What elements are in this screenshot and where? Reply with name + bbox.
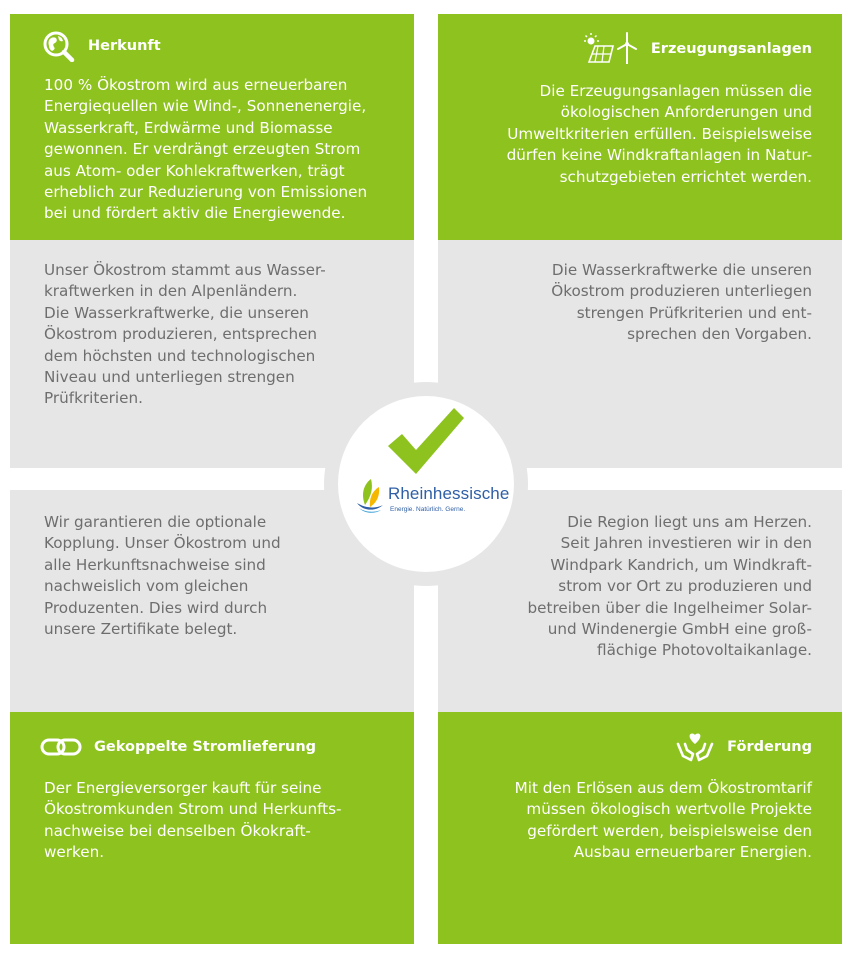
logo-name: Rheinhessische [388, 484, 510, 503]
erzeugungsanlagen-text: Die Erzeugungsanlagen müssen die ökologischen Anforderungen und Umweltkriterien erfüllen. Beispielsweise dürfen keine Windkraftanlagen in Natur- schutzgebieten errichtet werden. [506, 82, 812, 186]
herkunft-title: Herkunft [88, 38, 161, 54]
erzeugungsanlagen-heading [583, 32, 812, 66]
erzeugungsanlagen-detail-text: Die Wasserkraftwerke die unseren Ökostrom produzieren unterliegen strengen Prüfkriterien und ent- sprechen den Vorgaben. [551, 261, 812, 344]
gekoppelte-heading [40, 738, 316, 756]
foerderung-panel [438, 712, 842, 944]
hands-heart-icon [675, 732, 715, 762]
herkunft-detail-text: Unser Ökostrom stammt aus Wasser- kraftwerken in den Alpenländern. Die Wasserkraftwerke, die unseren Ökostrom produzieren, entsprechen dem höchsten und technologischen Niveau und unterliegen strengen Prüfkriterien. [44, 261, 326, 408]
gekoppelte-panel [10, 712, 414, 944]
gekoppelte-text: Der Energieversorger kauft für seine Ökostromkunden Strom und Herkunfts- nachweise bei denselben Ökokraft- werken. [44, 779, 342, 862]
herkunft-panel [10, 14, 414, 240]
foerderung-heading [675, 732, 812, 762]
foerderung-title: Förderung [727, 739, 812, 755]
checkmark-icon [384, 404, 466, 482]
erzeugungsanlagen-panel [438, 14, 842, 240]
herkunft-heading [40, 30, 161, 62]
foerderung-text: Mit den Erlösen aus dem Ökostromtarif müssen ökologisch wertvolle Projekte gefördert werden, beispielsweise den Ausbau erneuerbarer Energien. [514, 779, 812, 862]
herkunft-text: 100 % Ökostrom wird aus erneuerbaren Energiequellen wie Wind-, Sonnenenergie, Wasserkraft, Erdwärme und Biomasse gewonnen. Er verdrängt erzeugten Strom aus Atom- oder Kohlekraftwerken, trägt erheblich zur Reduzierung von Emissionen bei und fördert aktiv die Energiewende. [44, 76, 368, 223]
rheinhessische-logo [355, 474, 510, 520]
rheinhessische-logo-mark-icon [355, 477, 385, 521]
erzeugungsanlagen-title: Erzeugungsanlagen [650, 41, 812, 57]
solar-wind-icon [583, 32, 639, 66]
gekoppelte-detail-text: Wir garantieren die optionale Kopplung. Unser Ökostrom und alle Herkunftsnachweise sind nachweislich vom gleichen Produzenten. Dies wird durch unsere Zertifikate belegt. [44, 513, 281, 639]
globe-magnifier-icon [40, 30, 76, 62]
foerderung-detail-text: Die Region liegt uns am Herzen. Seit Jahren investieren wir in den Windpark Kandrich, um Windkraft- strom vor Ort zu produzieren und betreiben über die Ingelheimer Solar- und Windenergie GmbH eine groß- flächige Photovoltaikanlage. [527, 513, 812, 660]
logo-tagline: Energie. Natürlich. Gerne. [390, 506, 466, 513]
gekoppelte-title: Gekoppelte Stromlieferung [94, 739, 317, 755]
chain-link-icon [40, 738, 82, 756]
